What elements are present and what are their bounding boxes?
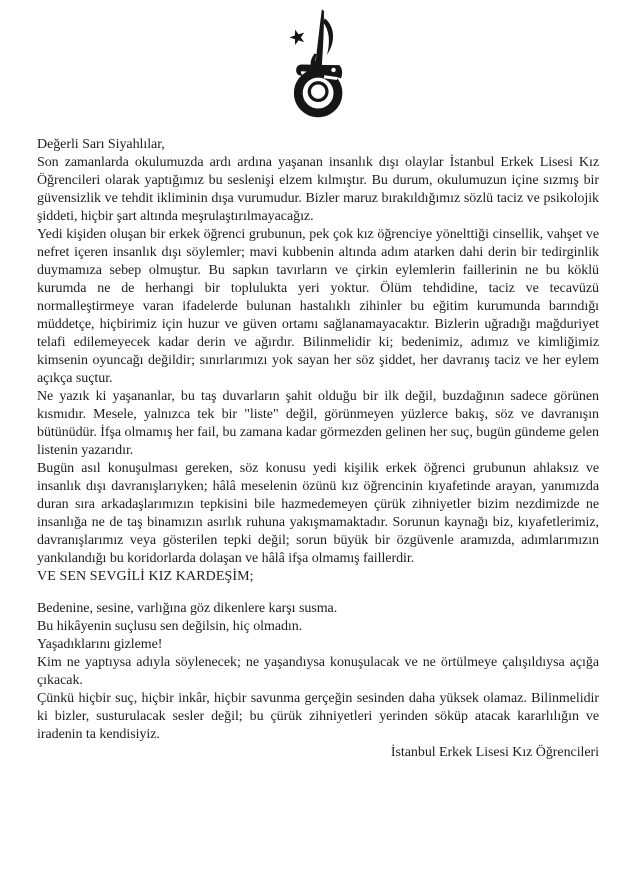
paragraph-3: Ne yazık ki yaşananlar, bu taş duvarların şahit olduğu bir ilk değil, buzdağının sadece görünen kısmıdır. Mesele, yalnızca tek bir "liste" değil, görünmeyen yüzlerce bakış, söz ve davranışın bütünüdür. İfşa olmamış her fail, bu zamana kadar görmezden gelinen her suç, bugün gündeme gelen listenin yazarıdır.	[37, 389, 599, 458]
appeal-line-1: Bedenine, sesine, varlığına göz dikenlere karşı susma.	[37, 601, 338, 616]
signature: İstanbul Erkek Lisesi Kız Öğrencileri	[390, 745, 599, 760]
appeal-line-4: Kim ne yaptıysa adıyla söylenecek; ne yaşandıysa konuşulacak ve ne örtülmeye çalışıldıysa açığa çıkacak.	[37, 655, 599, 688]
school-logo	[0, 0, 636, 120]
paragraph-4: Bugün asıl konuşulması gereken, söz konusu yedi kişilik erkek öğrenci grubunun ahlaksız ve insanlık dışı davranışlarıyken; hâlâ meselenin özünü kız öğrencinin kıyafetinde arayan, yanımızda duran sıra arkadaşlarımızın tepkisini bile hazmedemeyen çürük zihniyetler bizim nezdimizde ne insanlığa ne de taş binamızın asırlık ruhuna yakışmamaktadır. Sorunun kaynağı biz, kıyafetlerimiz, davranışlarımız veya gösterilen tepki değil; sorun büyük bir özgüvenle aramızda, adımlarımızın yankılandığı bu koridorlarda dolaşan ve hâlâ ifşa olmamış faillerdir.	[37, 461, 599, 566]
appeal-line-2: Bu hikâyenin suçlusu sen değilsin, hiç olmadın.	[37, 619, 303, 634]
letter-body	[0, 120, 636, 762]
paragraph-1: Son zamanlarda okulumuzda ardı ardına yaşanan insanlık dışı olaylar İstanbul Erkek Lisesi Kız Öğrencileri olarak yaptığımız bu seslenişi elzem kılmıştır. Bu durum, okulumuzun içine sızmış bir güvensizlik ve tehdit ikliminin dışa vurumudur. Bizler maruz bırakıldığımız sözlü taciz ve psikolojik şiddeti, hiçbir şart altında meşrulaştırılmayacağız.	[37, 155, 599, 224]
salutation: Değerli Sarı Siyahlılar,	[37, 137, 165, 152]
paragraph-2: Yedi kişiden oluşan bir erkek öğrenci grubunun, pek çok kız öğrenciye yönelttiği cinsellik, vahşet ve nefret içeren insanlık dışı söylemler; mavi kubbenin altında adım atarken dahi derin bir tedirginlik duymamıza sebep olmuştur. Bu sapkın tavırların ve çirkin eylemlerin faillerinin ne bu köklü kurumda ne de herhangi bir toplulukta yeri yoktur. Ölüm tehdidine, taciz ve tecavüzü normalleştirmeye varan ifadelerde bulunan hastalıklı zihinler bu eğitim kurumunda barındığı müddetçe, hiçbirimiz için huzur ve güven ortamı sağlanamayacaktır. Bizlerin uğradığı mağduriyet telafi edilemeyecek kadar derin ve ağırdır. Bilinmelidir ki; bedenimiz, adımız ve kimliğimiz kimsenin oyuncağı değildir; sınırlarımızı yok sayan her söz şiddet, her davranış taciz ve her eylem açıkça suçtur.	[37, 227, 599, 386]
appeal-block	[37, 600, 599, 690]
iel-emblem-icon	[280, 8, 356, 118]
appeal-line-3: Yaşadıklarını gizleme!	[37, 637, 163, 652]
closing-paragraph: Çünkü hiçbir suç, hiçbir inkâr, hiçbir savunma gerçeğin sesinden daha yüksek olamaz. Bilinmelidir ki bizler, susturulacak sesler değil; bu çürük zihniyetleri yerinden söküp atacak kararlılığın ve iradenin ta kendisiyiz.	[37, 691, 599, 742]
section-heading: VE SEN SEVGİLİ KIZ KARDEŞİM;	[37, 569, 254, 584]
